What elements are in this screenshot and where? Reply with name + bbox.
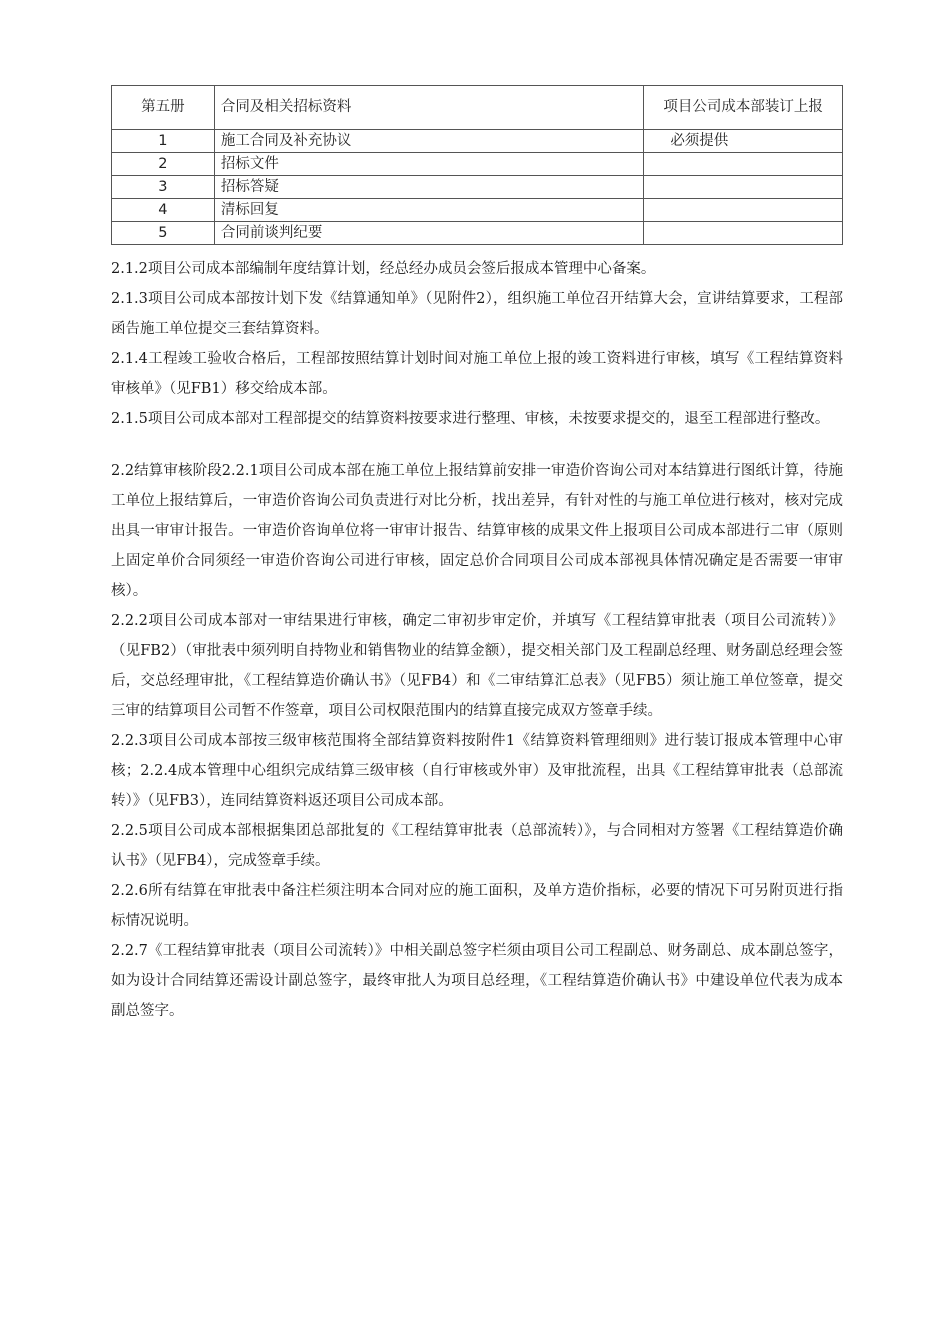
paragraph-2-1-3: 2.1.3项目公司成本部按计划下发《结算通知单》（见附件2），组织施工单位召开结算大会，宣讲结算要求，工程部函告施工单位提交三套结算资料。: [111, 291, 843, 337]
row-item: 施工合同及补充协议: [214, 130, 643, 153]
table-row: [112, 153, 843, 176]
row-number: 4: [112, 199, 215, 222]
row-note: 必须提供: [644, 130, 843, 153]
paragraph-2-1-2: 2.1.2项目公司成本部编制年度结算计划，经总经办成员会签后报成本管理中心备案。: [111, 261, 656, 277]
row-number: 2: [112, 153, 215, 176]
row-note: [644, 176, 843, 199]
paragraph-2-2-5: 2.2.5项目公司成本部根据集团总部批复的《工程结算审批表（总部流转）》，与合同相对方签署《工程结算造价确认书》（见FB4），完成签章手续。: [111, 823, 843, 869]
row-number: 1: [112, 130, 215, 153]
paragraph-2-2-6: 2.2.6所有结算在审批表中备注栏须注明本合同对应的施工面积，及单方造价指标，必要的情况下可另附页进行指标情况说明。: [111, 883, 843, 929]
paragraph-2-2: 2.2结算审核阶段2.2.1项目公司成本部在施工单位上报结算前安排一审造价咨询公司对本结算进行图纸计算，待施工单位上报结算后，一审造价咨询公司负责进行对比分析，找出差异，有针对性的与施工单位进行核对，核对完成出具一审审计报告。一审造价咨询单位将一审审计报告、结算审核的成果文件上报项目公司成本部进行二审（原则上固定单价合同须经一审造价咨询公司进行审核，固定总价合同项目公司成本部视具体情况确定是否需要一审审核）。: [111, 463, 843, 599]
paragraph-2-2-2: 2.2.2项目公司成本部对一审结果进行审核，确定二审初步审定价，并填写《工程结算审批表（项目公司流转）》（见FB2）（审批表中须列明自持物业和销售物业的结算金额），提交相关部门及工程副总经理、财务副总经理会签后，交总经理审批，《工程结算造价确认书》（见FB4）和《二审结算汇总表》（见FB5）须让施工单位签章，提交三审的结算项目公司暂不作签章，项目公司权限范围内的结算直接完成双方签章手续。: [111, 613, 843, 719]
volume-title-cell: 合同及相关招标资料: [214, 86, 643, 130]
materials-table: [111, 85, 843, 245]
row-item: 招标答疑: [214, 176, 643, 199]
table-row: [112, 130, 843, 153]
paragraph-2-2-7: 2.2.7《工程结算审批表（项目公司流转）》中相关副总签字栏须由项目公司工程副总、财务副总、成本副总签字，如为设计合同结算还需设计副总签字，最终审批人为项目总经理，《工程结算造价确认书》中建设单位代表为成本副总签字。: [111, 943, 843, 1019]
row-note: [644, 222, 843, 245]
row-item: 合同前谈判纪要: [214, 222, 643, 245]
table-header-row: [112, 86, 843, 130]
table-row: [112, 222, 843, 245]
volume-note-cell: 项目公司成本部装订上报: [644, 86, 843, 130]
volume-cell: 第五册: [112, 86, 215, 130]
table-row: [112, 199, 843, 222]
table-row: [112, 176, 843, 199]
body-text: [111, 254, 843, 1026]
row-number: 5: [112, 222, 215, 245]
row-note: [644, 199, 843, 222]
paragraph-2-2-3: 2.2.3项目公司成本部按三级审核范围将全部结算资料按附件1《结算资料管理细则》进行装订报成本管理中心审核；2.2.4成本管理中心组织完成结算三级审核（自行审核或外审）及审批流程，出具《工程结算审批表（总部流转）》（见FB3），连同结算资料返还项目公司成本部。: [111, 733, 843, 809]
row-item: 清标回复: [214, 199, 643, 222]
row-note: [644, 153, 843, 176]
paragraph-2-1-4: 2.1.4工程竣工验收合格后，工程部按照结算计划时间对施工单位上报的竣工资料进行审核，填写《工程结算资料审核单》（见FB1）移交给成本部。: [111, 351, 843, 397]
paragraph-2-1-5: 2.1.5项目公司成本部对工程部提交的结算资料按要求进行整理、审核，未按要求提交的，退至工程部进行整改。: [111, 411, 830, 427]
row-item: 招标文件: [214, 153, 643, 176]
row-number: 3: [112, 176, 215, 199]
